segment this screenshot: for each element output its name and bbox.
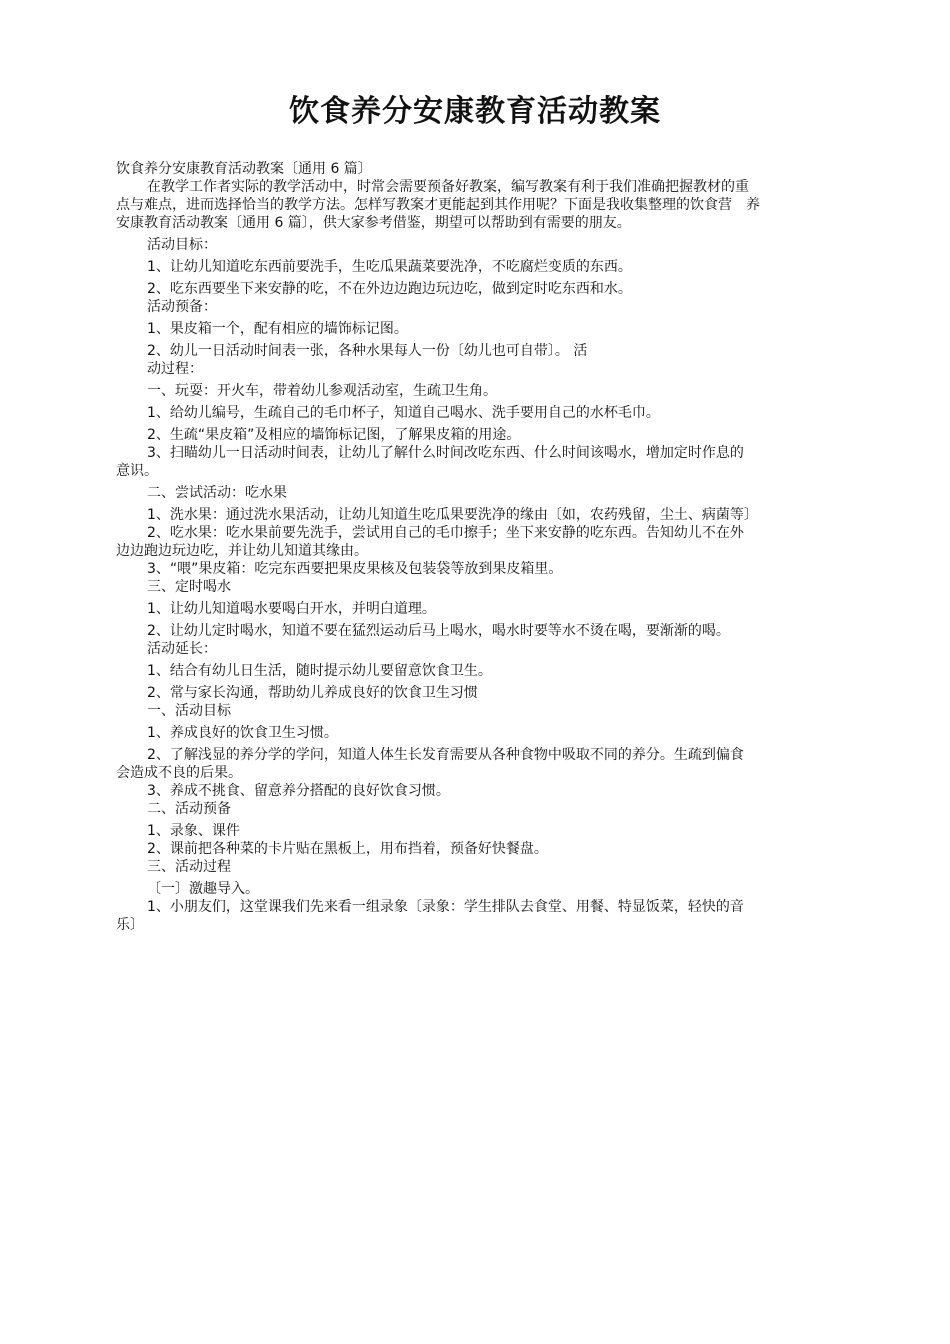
page-title: 饮食养分安康教育活动教案	[289, 94, 661, 129]
list-item-continued: 乐〕	[116, 917, 144, 933]
list-item: 1、给幼儿编号，生疏自己的毛巾杯子，知道自己喝水、洗手要用自己的水杯毛巾。	[147, 405, 660, 421]
section-heading: 三、活动过程	[147, 859, 231, 875]
list-item: 3、养成不挑食、留意养分搭配的良好饮食习惯。	[147, 783, 450, 799]
list-item: 1、让幼儿知道吃东西前要洗手，生吃瓜果蔬菜要洗净，不吃腐烂变质的东西。	[147, 259, 632, 275]
list-item: 2、让幼儿定时喝水，知道不要在猛烈运动后马上喝水，喝水时要等水不烫在喝，要渐渐的喝。	[147, 623, 730, 639]
list-item: 3、“喂”果皮箱：吃完东西要把果皮果核及包装袋等放到果皮箱里。	[147, 561, 563, 577]
section-heading: 活动延长：	[147, 641, 217, 657]
section-heading: 二、活动预备	[147, 801, 231, 817]
list-item: 2、吃水果：吃水果前要先洗手，尝试用自己的毛巾擦手；坐下来安静的吃东西。告知幼儿不在外	[147, 525, 744, 541]
list-item: 1、养成良好的饮食卫生习惯。	[147, 725, 338, 741]
section-heading: 一、活动目标	[147, 703, 231, 719]
section-heading: 活动目标：	[147, 237, 217, 253]
list-item: 1、果皮箱一个，配有相应的墙饰标记图。	[147, 321, 408, 337]
list-item: 2、生疏“果皮箱”及相应的墙饰标记图，了解果皮箱的用途。	[147, 427, 521, 443]
list-item: 3、扫瞄幼儿一日活动时间表，让幼儿了解什么时间改吃东西、什么时间该喝水，增加定时作息的	[147, 445, 744, 461]
list-item: 2、幼儿一日活动时间表一张，各种水果每人一份〔幼儿也可自带〕。 活	[147, 343, 588, 359]
list-item: 1、结合有幼儿日生活，随时提示幼儿要留意饮食卫生。	[147, 663, 492, 679]
section-heading: 二、尝试活动：吃水果	[147, 485, 287, 501]
list-item: 1、小朋友们，这堂课我们先来看一组录象〔录象：学生排队去食堂、用餐、特显饭菜，轻快的音	[147, 899, 744, 915]
list-item-continued: 会造成不良的后果。	[116, 765, 242, 781]
document-body	[116, 160, 836, 934]
section-heading: 三、定时喝水	[147, 579, 231, 595]
list-item: 2、课前把各种菜的卡片贴在黑板上，用布挡着，预备好快餐盘。	[147, 841, 548, 857]
section-heading: 一、玩耍：开火车，带着幼儿参观活动室，生疏卫生角。	[147, 383, 497, 399]
list-item: 2、常与家长沟通，帮助幼儿养成良好的饮食卫生习惯	[147, 685, 478, 701]
list-item: 2、吃东西要坐下来安静的吃，不在外边边跑边玩边吃，做到定时吃东西和水。	[147, 281, 632, 297]
list-item: 1、录象、课件	[147, 823, 240, 839]
subtitle-line: 饮食养分安康教育活动教案〔通用 6 篇〕	[116, 161, 372, 177]
paragraph-line: 安康教育活动教案〔通用 6 篇〕，供大家参考借鉴，期望可以帮助到有需要的朋友。	[116, 215, 631, 231]
list-item: 1、让幼儿知道喝水要喝白开水，并明白道理。	[147, 601, 436, 617]
section-heading: 动过程：	[147, 361, 203, 377]
paragraph-line: 在教学工作者实际的教学活动中，时常会需要预备好教案，编写教案有利于我们准确把握教材的重	[147, 179, 749, 195]
paragraph-line: 点与难点，进而选择恰当的教学方法。怎样写教案才更能起到其作用呢？下面是我收集整理的饮食营 养	[116, 197, 760, 213]
list-item-continued: 边边跑边玩边吃，并让幼儿知道其缘由。	[116, 543, 368, 559]
section-heading: 活动预备：	[147, 299, 217, 315]
subsection-heading: 〔一〕激趣导入。	[147, 881, 259, 897]
list-item: 2、了解浅显的养分学的学问，知道人体生长发育需要从各种食物中吸取不同的养分。生疏到偏食	[147, 747, 744, 763]
list-item: 1、洗水果：通过洗水果活动，让幼儿知道生吃瓜果要洗净的缘由〔如，农药残留，尘土、病菌等〕	[147, 507, 758, 523]
list-item-continued: 意识。	[116, 463, 158, 479]
